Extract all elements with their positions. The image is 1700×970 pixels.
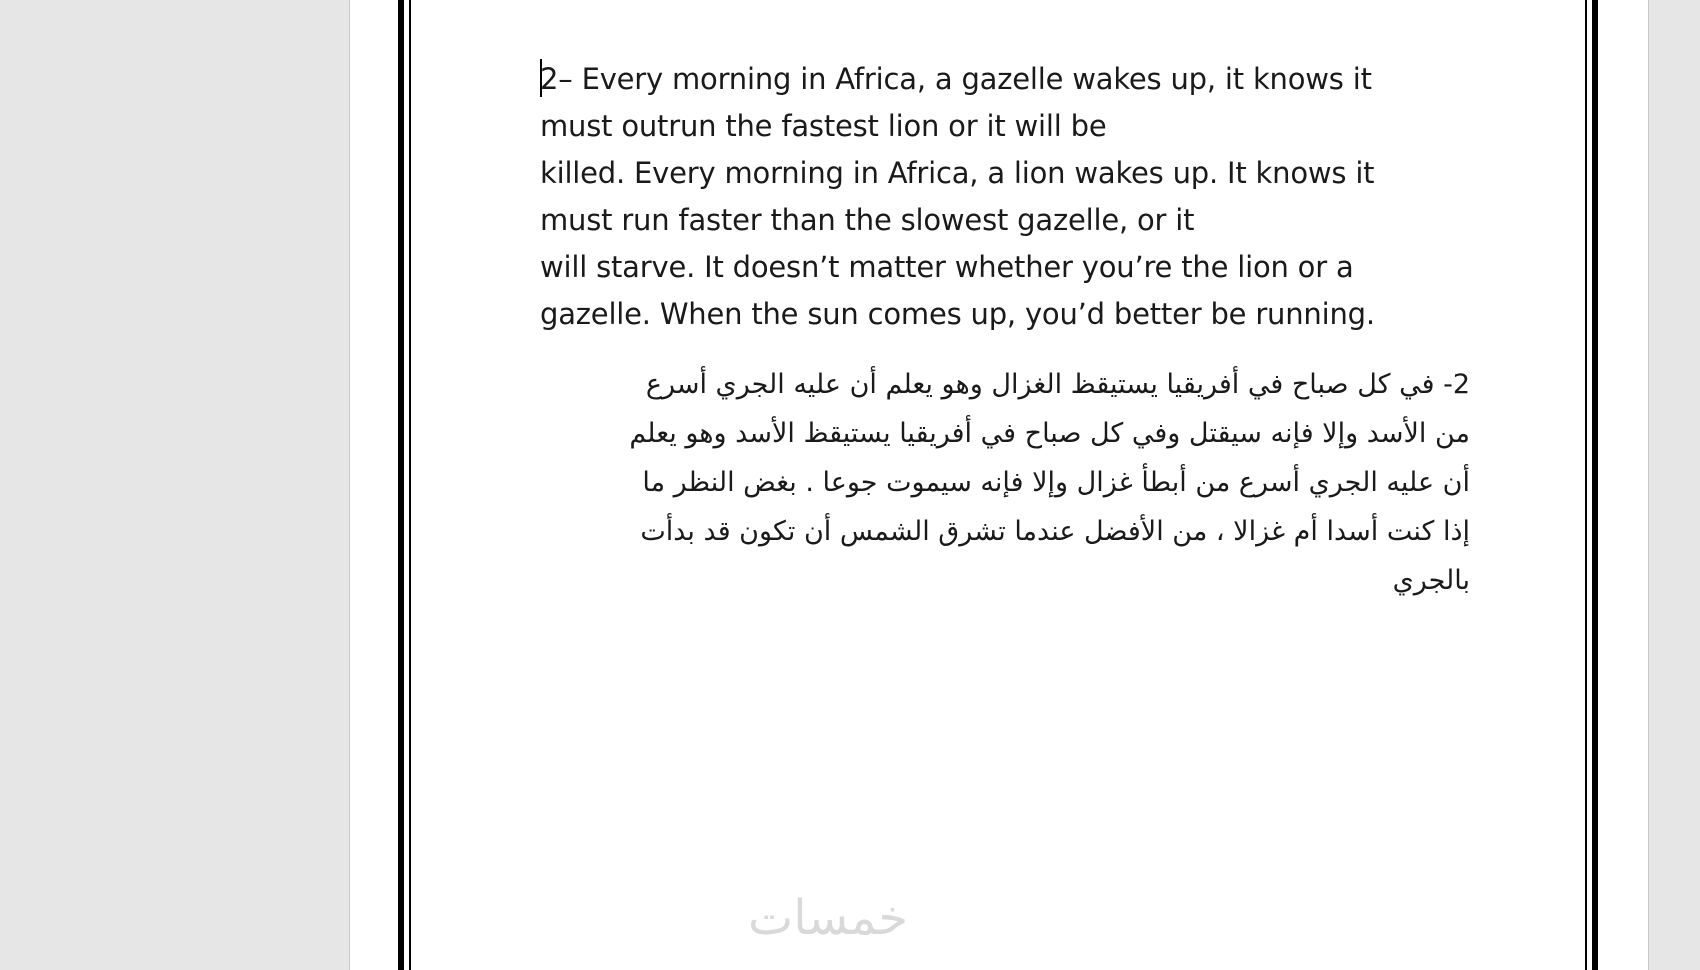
arabic-line: إذا كنت أسدا أم غزالا ، من الأفضل عندما تشرق الشمس أن تكون قد بدأت	[640, 516, 1470, 547]
page-border-outer-left	[398, 0, 404, 970]
arabic-line: بالجري	[1392, 565, 1470, 596]
arabic-paragraph[interactable]	[540, 360, 1470, 605]
english-line: must run faster than the slowest gazelle, or it	[540, 203, 1195, 237]
english-paragraph[interactable]	[540, 56, 1470, 338]
watermark-logo: خمسات	[748, 890, 909, 946]
english-line: will starve. It doesn’t matter whether you’re the lion or a	[540, 250, 1354, 284]
document-body[interactable]	[540, 56, 1470, 605]
page-border-outer-right	[1592, 0, 1598, 970]
english-line: killed. Every morning in Africa, a lion wakes up. It knows it	[540, 156, 1375, 190]
document-page[interactable]	[349, 0, 1649, 970]
arabic-line: أن عليه الجري أسرع من أبطأ غزال وإلا فإنه سيموت جوعا . بغض النظر ما	[642, 467, 1470, 498]
english-line: 2– Every morning in Africa, a gazelle wakes up, it knows it	[540, 56, 1470, 103]
page-border-inner-left	[409, 0, 411, 970]
arabic-line: من الأسد وإلا فإنه سيقتل وفي كل صباح في أفريقيا يستيقظ الأسد وهو يعلم	[629, 418, 1470, 449]
english-line: must outrun the fastest lion or it will be	[540, 109, 1107, 143]
page-border-inner-right	[1585, 0, 1587, 970]
arabic-line: 2- في كل صباح في أفريقيا يستيقظ الغزال وهو يعلم أن عليه الجري أسرع	[645, 369, 1470, 400]
english-line: gazelle. When the sun comes up, you’d better be running.	[540, 297, 1375, 331]
